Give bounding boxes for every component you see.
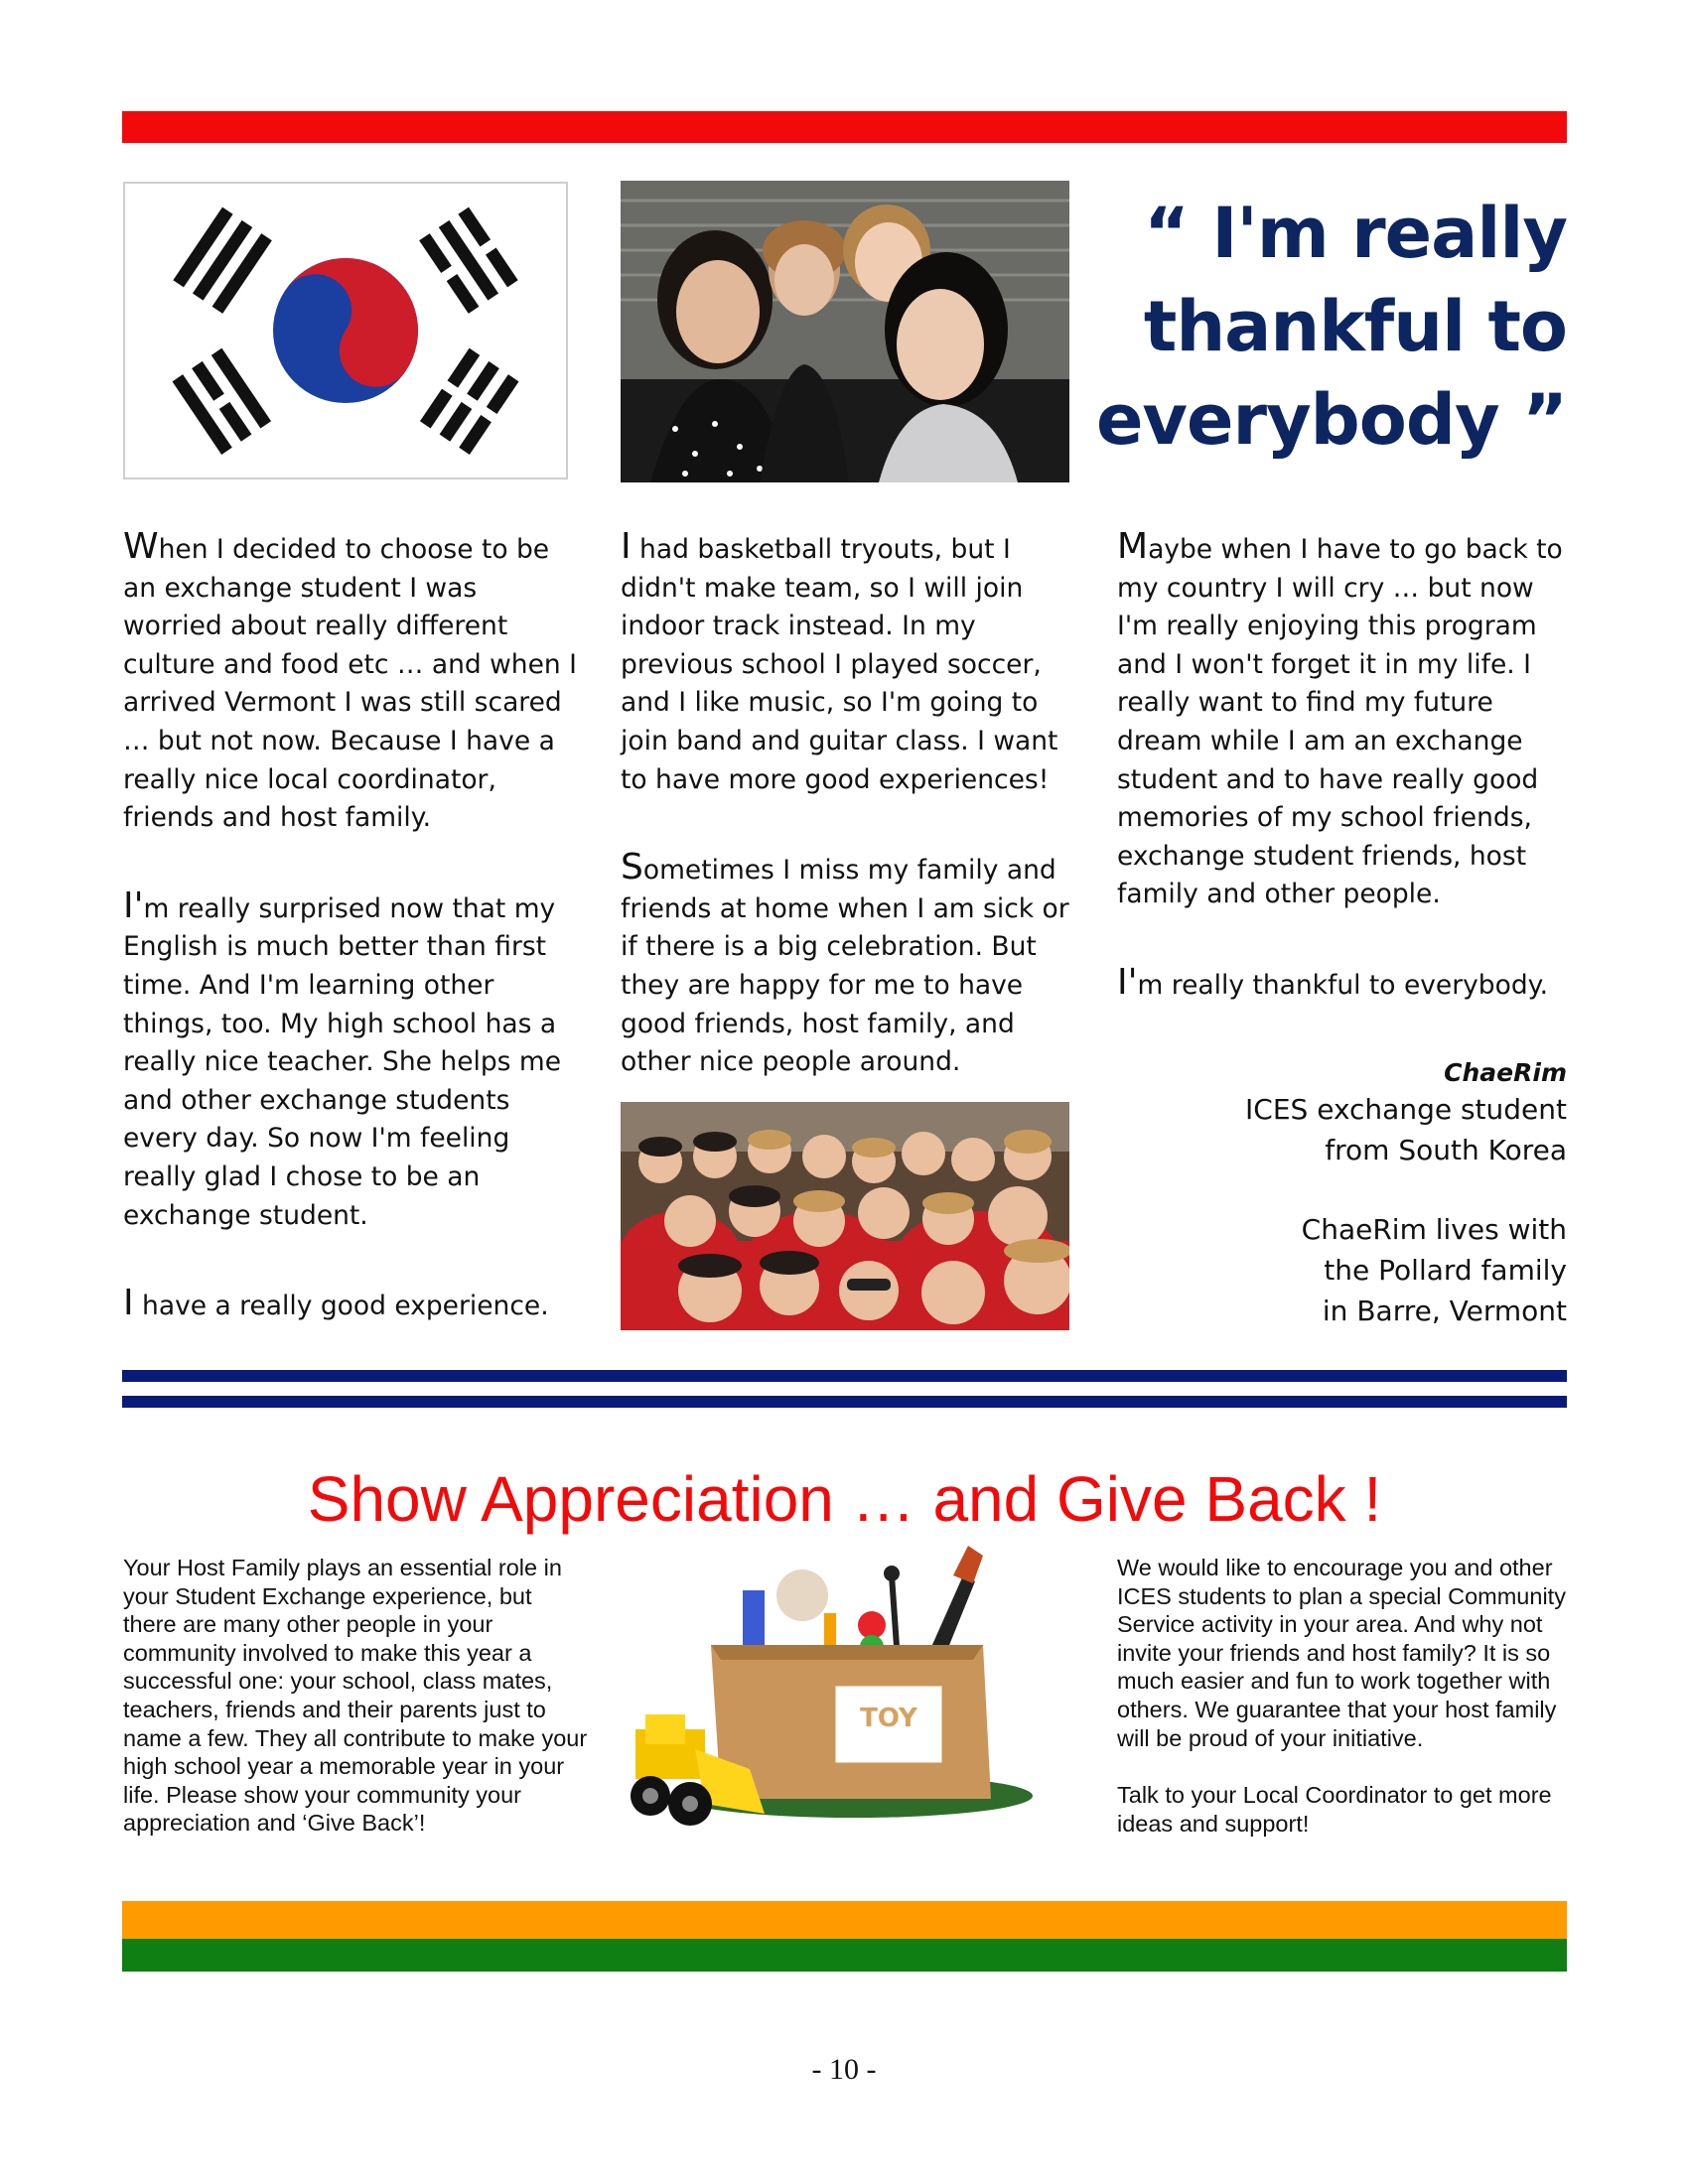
story-paragraph: I'm really thankful to everybody. [1117, 961, 1548, 1003]
south-korea-flag-image [123, 182, 568, 479]
give-back-headline: Show Appreciation … and Give Back ! [307, 1463, 1382, 1535]
give-back-paragraph: Talk to your Local Coordinator to get more ideas and support! [1117, 1782, 1552, 1837]
story-paragraph: I had basketball tryouts, but I didn't make team, so I will join indoor track instead. In my previous school I played soccer, and I like music, so I'm going to join band and guitar class. I want to have more good experiences! [621, 526, 1058, 795]
toy-donations-box-image [626, 1536, 1049, 1858]
story-column-3 [1117, 528, 1574, 1055]
give-back-right-text [1117, 1554, 1584, 1866]
story-column-1 [123, 528, 580, 1376]
author-name: ChaeRim [1444, 1058, 1567, 1087]
navy-divider-top [122, 1370, 1567, 1382]
page-number: - 10 - [811, 2053, 877, 2086]
give-back-left-text [123, 1554, 590, 1866]
host-family-line: ChaeRim lives with [1301, 1213, 1567, 1246]
author-role [1245, 1089, 1567, 1170]
top-red-bar [122, 111, 1567, 143]
story-column-2 [621, 528, 1077, 1132]
green-footer-bar [122, 1939, 1567, 1972]
story-paragraph: I have a really good experience. [123, 1283, 549, 1324]
host-family-line: in Barre, Vermont [1322, 1295, 1567, 1327]
story-paragraph: When I decided to choose to be an exchange student I was worried about really different culture and food etc … and when I arrived Vermont I was still scared … but not now. Because I have a really nice local coordinator, friends and host family. [123, 526, 577, 834]
give-back-paragraph: Your Host Family plays an essential role in your Student Exchange experience, but there are many other people in your community involved to make this year a successful one: your school, class mates, teachers, friends and their parents just to name a few. They all contribute to make your high school year a memorable year in your life. Please show your community your appreciation and ‘Give Back’! [123, 1555, 588, 1837]
host-family-line: the Pollard family [1324, 1254, 1567, 1287]
soccer-team-photo [621, 1102, 1069, 1330]
toy-box-label: TOY [860, 1704, 917, 1733]
pull-quote: “ I'm really thankful to everybody ” [1095, 193, 1567, 461]
author-role-line: from South Korea [1325, 1134, 1567, 1166]
orange-footer-bar [122, 1901, 1567, 1939]
host-family-info [1302, 1209, 1567, 1331]
story-paragraph: Sometimes I miss my family and friends at home when I am sick or if there is a big celebration. But they are happy for me to have good friends, host family, and other nice people around. [621, 847, 1069, 1078]
friends-selfie-photo [621, 181, 1069, 482]
author-role-line: ICES exchange student [1245, 1093, 1567, 1126]
give-back-paragraph: We would like to encourage you and other ICES students to plan a special Community Service activity in your area. And why not invite your friends and host family? It is so much easier and fun to work together with others. We guarantee that your host family will be proud of your initiative. [1117, 1555, 1566, 1751]
navy-divider-bottom [122, 1396, 1567, 1408]
story-paragraph: Maybe when I have to go back to my country I will cry … but now I'm really enjoying this program and I won't forget it in my life. I really want to find my future dream while I am an exchange student and to have really good memories of my school friends, exchange student friends, host family and other people. [1117, 526, 1563, 910]
story-paragraph: I'm really surprised now that my English is much better than first time. And I'm learning other things, too. My high school has a really nice teacher. She helps me and other exchange students every day. So now I'm feeling really glad I chose to be an exchange student. [123, 885, 562, 1231]
